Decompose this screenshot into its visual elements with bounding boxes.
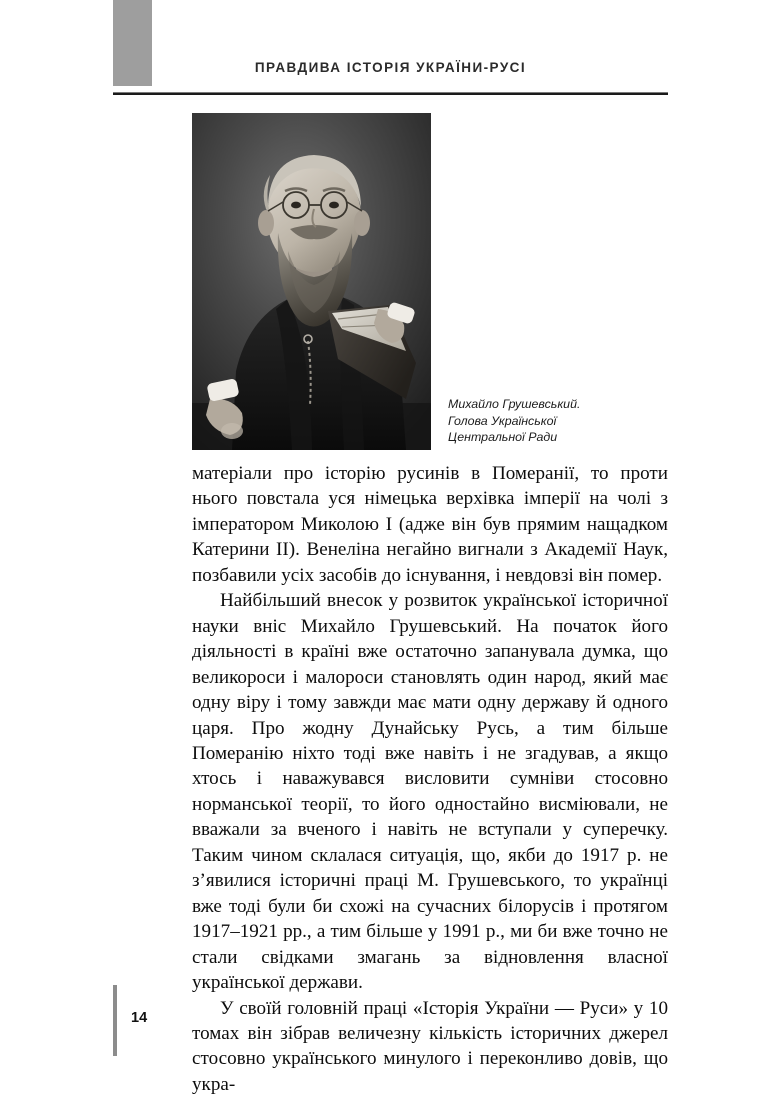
paragraph: У своїй головній праці «Історія України — Руси» у 10 томах він зібрав величезну кількість історичних джерел стосовно українського минулого і переконливо довів, що укра- <box>192 997 668 1095</box>
photo-caption-line-1: Михайло Грушевський. <box>448 397 581 411</box>
header-divider-rule <box>113 92 668 95</box>
photo-caption-line-2: Голова Української <box>448 413 557 428</box>
body-text-column <box>192 461 668 1097</box>
page-number: 14 <box>131 1010 148 1026</box>
paragraph: Найбільший внесок у розвиток української історичної науки вніс Михайло Грушевський. На початок його діяльності в країні вже остаточно запанувала думка, що великороси і малороси становлять один народ, який має одну віру і тому завжди має мати одну державу й одного царя. Про жодну Дунайську Русь, а тим більше Померанію ніхто тоді вже навіть і не згадував, а якщо хтось і наважувався висловити сумніви стосовно норманської теорії, то його одностайно висміювали, не вважали за вченого і навіть не вступали у суперечку. Таким чином склалася ситуація, що, якби до 1917 р. не з’явилися історичні праці М. Грушевського, то українці вже тоді були би схожі на сучасних білорусів і протягом 1917–1921 рр., а тим більше у 1991 р., ми би вже точно не стали свідками змагань за відновлення власної української держави. <box>192 590 668 994</box>
photo-caption-line-3: Центральної Ради <box>448 430 558 444</box>
running-header-title: ПРАВДИВА ІСТОРІЯ УКРАЇНИ-РУСІ <box>254 60 527 75</box>
portrait-photo <box>192 113 431 450</box>
paragraph: матеріали про історію русинів в Померанії, то проти нього повстала уся німецька верхівка імперії на чолі з імператором Миколою I (адже він був прямим нащадком Катерини II). Венеліна негайно вигнали з Академії Наук, позбавили усіх засобів до існування, і невдовзі він помер. <box>192 463 668 586</box>
portrait-photo-image <box>192 113 431 450</box>
photo-caption <box>448 396 663 446</box>
footer-accent-bar <box>113 985 117 1056</box>
running-header <box>113 60 668 88</box>
